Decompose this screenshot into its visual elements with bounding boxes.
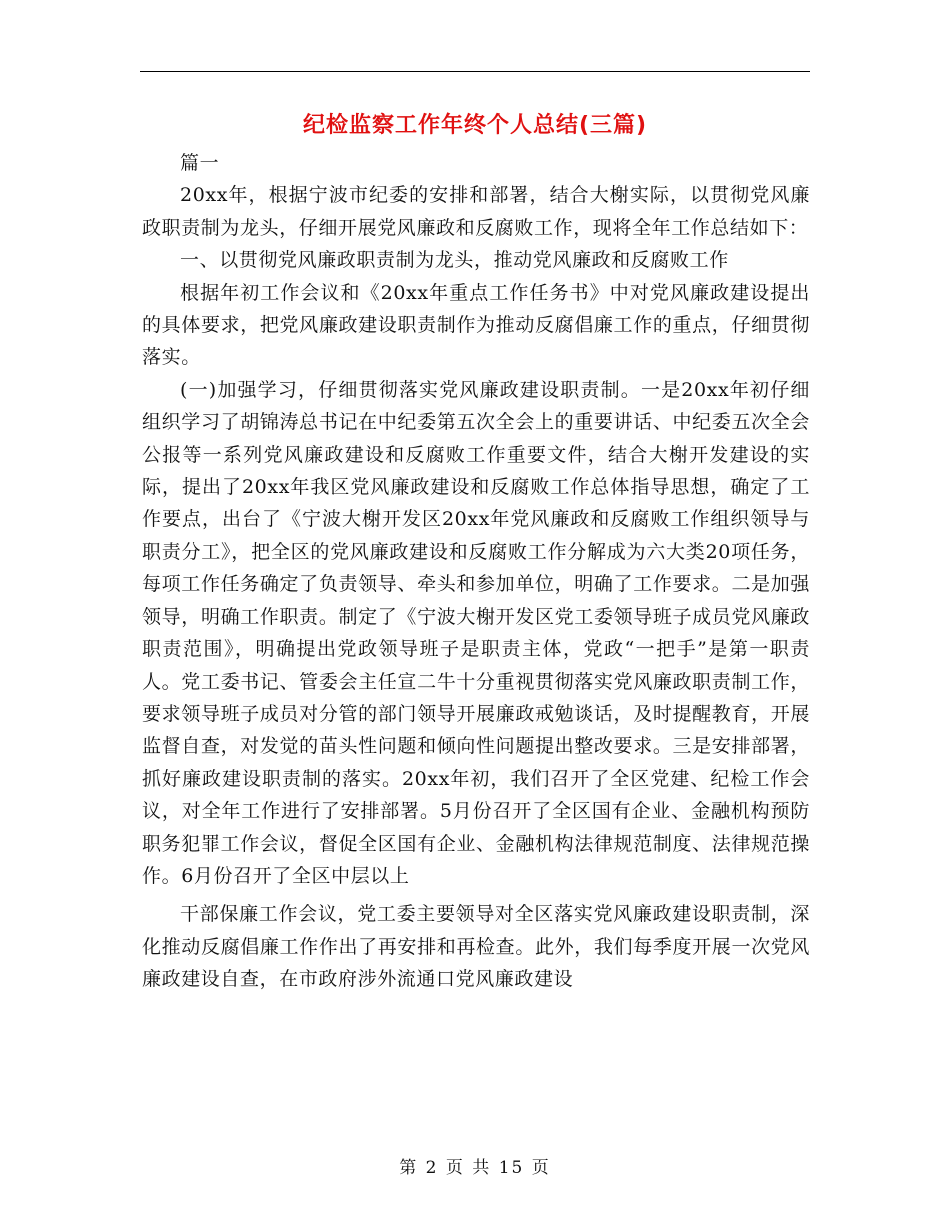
document-body	[142, 147, 810, 996]
header-rule	[140, 71, 810, 72]
paragraph: (一)加强学习，仔细贯彻落实党风廉政建设职责制。一是20xx年初仔细组织学习了胡锦涛总书记在中纪委第五次全会上的重要讲话、中纪委五次全会公报等一系列党风廉政建设和反腐败工作重要文件，结合大榭开发建设的实际，提出了20xx年我区党风廉政建设和反腐败工作总体指导思想，确定了工作要点，出台了《宁波大榭开发区20xx年党风廉政和反腐败工作组织领导与职责分工》，把全区的党风廉政建设和反腐败工作分解成为六大类20项任务，每项工作任务确定了负责领导、牵头和参加单位，明确了工作要求。二是加强领导，明确工作职责。制定了《宁波大榭开发区党工委领导班子成员党风廉政职责范围》，明确提出党政领导班子是职责主体，党政“一把手”是第一职责人。党工委书记、管委会主任宣二牛十分重视贯彻落实党风廉政职责制工作，要求领导班子成员对分管的部门领导开展廉政戒勉谈话，及时提醒教育，开展监督自查，对发觉的苗头性问题和倾向性问题提出整改要求。三是安排部署，抓好廉政建设职责制的落实。20xx年初，我们召开了全区党建、纪检工作会议，对全年工作进行了安排部署。5月份召开了全区国有企业、金融机构预防职务犯罪工作会议，督促全区国有企业、金融机构法律规范制度、法律规范操作。6月份召开了全区中层以上	[142, 378, 810, 887]
document-title: 纪检监察工作年终个人总结(三篇)	[302, 113, 648, 138]
paragraph: 干部保廉工作会议，党工委主要领导对全区落实党风廉政建设职责制，深化推动反腐倡廉工作作出了再安排和再检查。此外，我们每季度开展一次党风廉政建设自查，在市政府涉外流通口党风廉政建设	[142, 903, 810, 991]
page-number: 第 2 页 共 15 页	[399, 1158, 551, 1178]
paragraph: 20xx年，根据宁波市纪委的安排和部署，结合大榭实际，以贯彻党风廉政职责制为龙头，仔细开展党风廉政和反腐败工作，现将全年工作总结如下：	[142, 184, 810, 239]
paragraph: 根据年初工作会议和《20xx年重点工作任务书》中对党风廉政建设提出的具体要求，把党风廉政建设职责制作为推动反腐倡廉工作的重点，仔细贯彻落实。	[142, 281, 810, 369]
section-heading: 篇一	[180, 152, 220, 174]
paragraph-heading: 一、以贯彻党风廉政职责制为龙头，推动党风廉政和反腐败工作	[180, 249, 729, 272]
